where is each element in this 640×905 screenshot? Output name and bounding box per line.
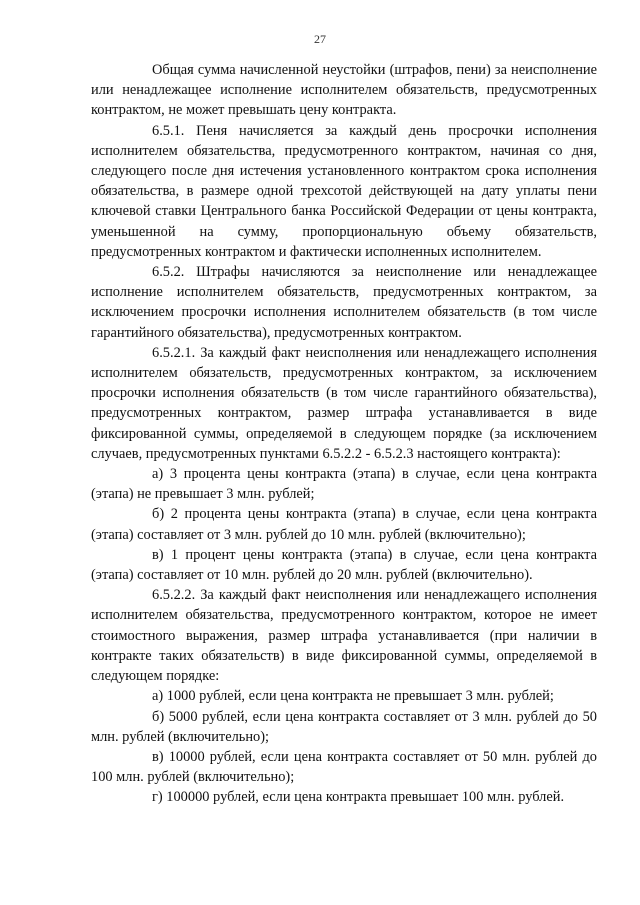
list-item-b-2: б) 5000 рублей, если цена контракта составляет от 3 млн. рублей до 50 млн. рублей (включительно); <box>91 708 597 745</box>
paragraph-6-5-2-1: 6.5.2.1. За каждый факт неисполнения или ненадлежащего исполнения исполнителем обязательств, предусмотренных контрактом, за исключением просрочки исполнения обязательств (в том числе гарантийного обязательства), предусмотренных контрактом, размер штрафа устанавливается в виде фиксированной суммы, определяемой в следующем порядке (за исключением случаев, предусмотренных пунктами 6.5.2.2 - 6.5.2.3 настоящего контракта): <box>91 344 597 462</box>
paragraph-6-5-2: 6.5.2. Штрафы начисляются за неисполнение или ненадлежащее исполнение исполнителем обязательств, предусмотренных контрактом, за исключением просрочки исполнения исполнителем обязательств (в том числе гарантийного обязательства), предусмотренных контрактом. <box>91 264 597 341</box>
page-number: 27 <box>314 32 326 46</box>
paragraph-penalty-total: Общая сумма начисленной неустойки (штрафов, пени) за неисполнение или ненадлежащее исполнение исполнителем обязательств, предусмотренных контрактом, не может превышать цену контракта. <box>91 62 597 119</box>
paragraph-6-5-1: 6.5.1. Пеня начисляется за каждый день просрочки исполнения исполнителем обязательства, предусмотренного контрактом, начиная со дня, следующего после дня истечения установленного контрактом срока исполнения обязательства, в размере одной трехсотой действующей на дату уплаты пени ключевой ставки Центрального банка Российской Федерации от цены контракта, уменьшенной на сумму, пропорциональную объему обязательств, предусмотренных контрактом и фактически исполненных исполнителем. <box>91 122 597 260</box>
list-item-g-2: г) 100000 рублей, если цена контракта превышает 100 млн. рублей. <box>152 789 565 806</box>
document-body <box>91 60 597 808</box>
list-item-a: а) 3 процента цены контракта (этапа) в случае, если цена контракта (этапа) не превышает 3 млн. рублей; <box>91 466 597 503</box>
list-item-v-2: в) 10000 рублей, если цена контракта составляет от 50 млн. рублей до 100 млн. рублей (включительно); <box>91 748 597 786</box>
list-item-v: в) 1 процент цены контракта (этапа) в случае, если цена контракта (этапа) составляет от 10 млн. рублей до 20 млн. рублей (включительно). <box>91 546 597 584</box>
list-item-a-2: а) 1000 рублей, если цена контракта не превышает 3 млн. рублей; <box>152 688 554 705</box>
list-item-b: б) 2 процента цены контракта (этапа) в случае, если цена контракта (этапа) составляет от 3 млн. рублей до 10 млн. рублей (включительно); <box>91 506 597 543</box>
paragraph-6-5-2-2: 6.5.2.2. За каждый факт неисполнения или ненадлежащего исполнения исполнителем обязательства, предусмотренного контрактом, которое не имеет стоимостного выражения, размер штрафа устанавливается (при наличии в контракте таких обязательств) в виде фиксированной суммы, определяемой в следующем порядке: <box>91 587 597 685</box>
